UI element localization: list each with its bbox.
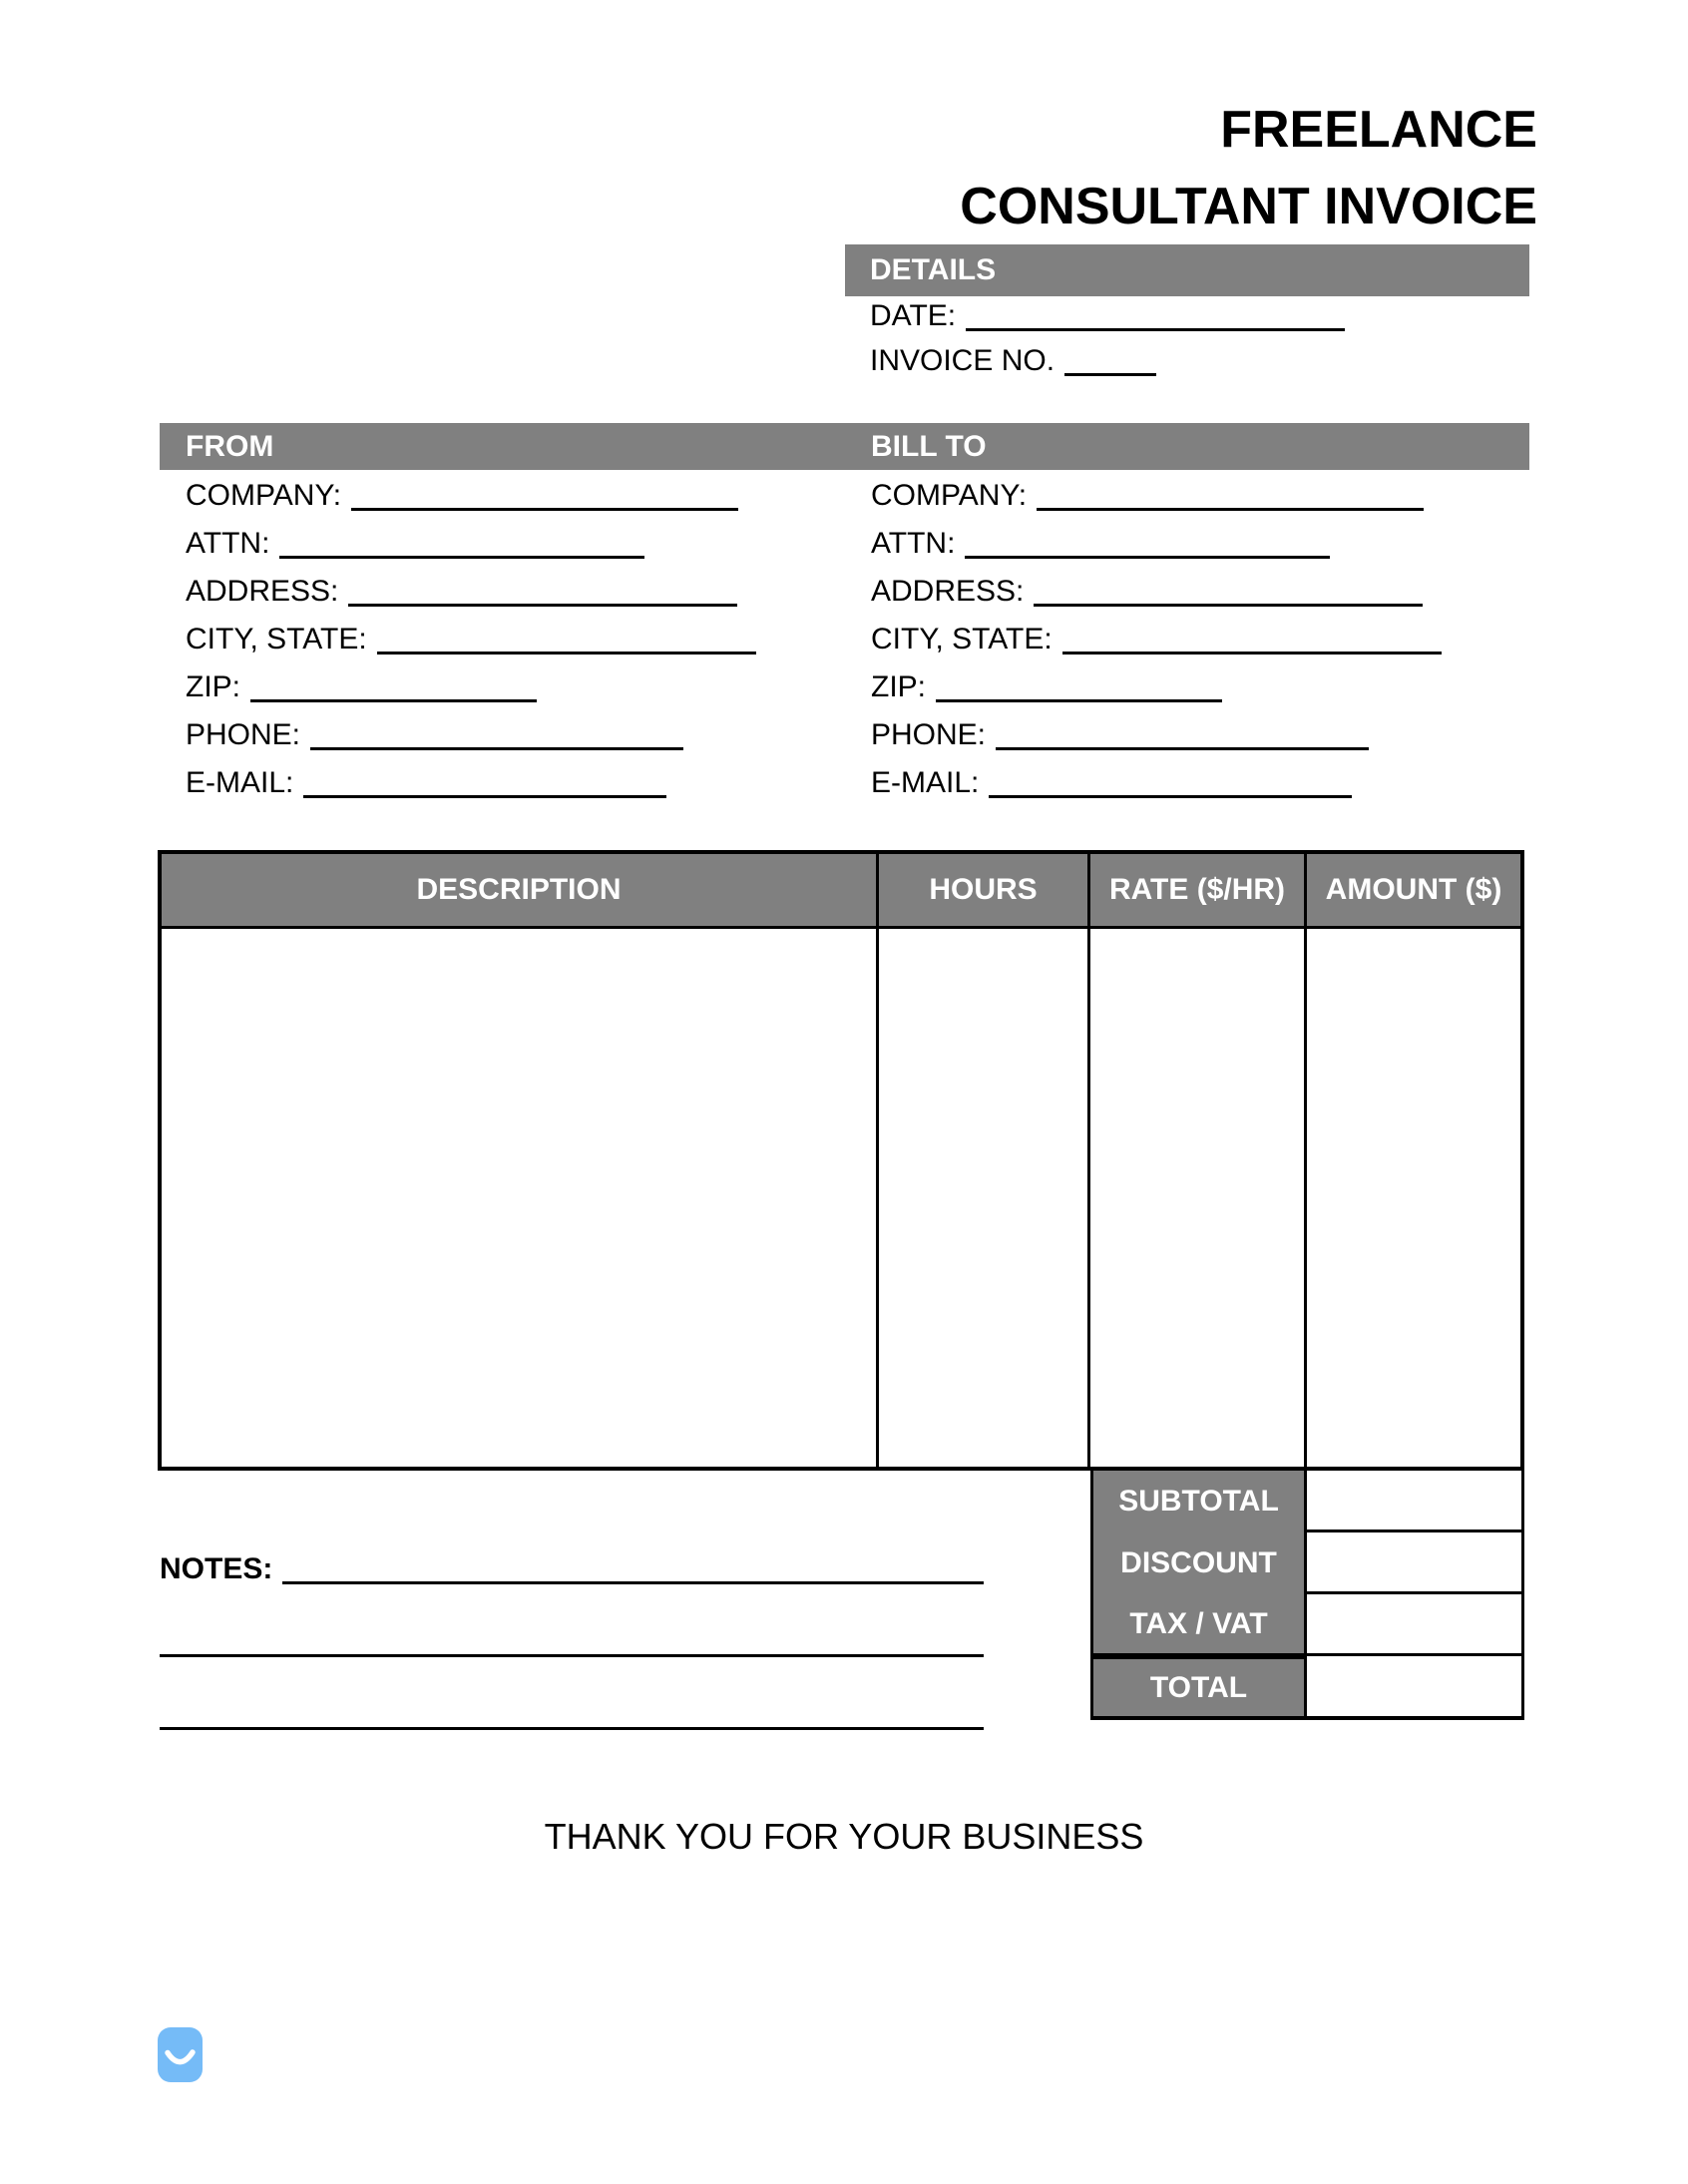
- bill-to-zip-label: ZIP:: [871, 670, 927, 703]
- bill-to-address-blank-line[interactable]: [1034, 604, 1423, 607]
- from-zip-row: [186, 661, 845, 709]
- column-header-description: DESCRIPTION: [162, 854, 879, 929]
- from-city-state-blank-line[interactable]: [377, 652, 756, 655]
- bill-to-fields: [845, 470, 1529, 805]
- bill-to-attn-blank-line[interactable]: [965, 556, 1330, 559]
- date-label: DATE:: [870, 299, 957, 332]
- subtotal-row: [1090, 1471, 1524, 1532]
- page-title: [960, 92, 1537, 245]
- notes-blank-line-2[interactable]: [160, 1584, 984, 1657]
- from-address-blank-line[interactable]: [348, 604, 737, 607]
- bill-to-section: [845, 423, 1529, 805]
- bill-to-attn-row: [871, 518, 1529, 566]
- bill-to-phone-row: [871, 709, 1529, 757]
- bill-to-company-row: [871, 470, 1529, 518]
- hours-cell[interactable]: [879, 929, 1090, 1467]
- smile-icon: [158, 2027, 203, 2082]
- column-header-hours: HOURS: [879, 854, 1090, 929]
- total-label: TOTAL: [1090, 1656, 1307, 1720]
- from-email-label: E-MAIL:: [186, 766, 294, 799]
- rate-cell[interactable]: [1090, 929, 1307, 1467]
- from-company-blank-line[interactable]: [351, 508, 738, 511]
- from-zip-label: ZIP:: [186, 670, 241, 703]
- date-blank-line[interactable]: [966, 328, 1345, 331]
- from-zip-blank-line[interactable]: [250, 699, 537, 702]
- total-row: [1090, 1656, 1524, 1720]
- from-phone-blank-line[interactable]: [310, 747, 683, 750]
- bill-to-zip-blank-line[interactable]: [936, 699, 1222, 702]
- notes-section: [160, 1515, 984, 1730]
- bill-to-phone-label: PHONE:: [871, 718, 987, 751]
- from-company-label: COMPANY:: [186, 479, 342, 512]
- bill-to-city-state-row: [871, 614, 1529, 661]
- invoice-number-blank-line[interactable]: [1064, 373, 1156, 376]
- from-address-row: [186, 566, 845, 614]
- notes-label: NOTES:: [160, 1552, 273, 1585]
- bill-to-company-blank-line[interactable]: [1037, 508, 1424, 511]
- bill-to-email-blank-line[interactable]: [989, 795, 1352, 798]
- from-phone-label: PHONE:: [186, 718, 301, 751]
- from-attn-label: ATTN:: [186, 527, 270, 560]
- bill-to-attn-label: ATTN:: [871, 527, 956, 560]
- invoice-number-row: [870, 341, 1529, 386]
- notes-label-row: [160, 1515, 984, 1584]
- bill-to-zip-row: [871, 661, 1529, 709]
- from-header-bar: [160, 423, 845, 470]
- tax-vat-row: [1090, 1594, 1524, 1656]
- items-table-header: [162, 854, 1520, 929]
- bill-to-phone-blank-line[interactable]: [996, 747, 1369, 750]
- subtotal-amount-cell[interactable]: [1307, 1471, 1524, 1532]
- items-table: [158, 850, 1524, 1471]
- bill-to-email-label: E-MAIL:: [871, 766, 980, 799]
- details-header-label: DETAILS: [870, 253, 997, 286]
- from-company-row: [186, 470, 845, 518]
- page-title-line2: CONSULTANT INVOICE: [960, 178, 1537, 235]
- subtotal-label: SUBTOTAL: [1090, 1471, 1307, 1532]
- column-header-amount: AMOUNT ($): [1307, 854, 1520, 929]
- notes-blank-line-3[interactable]: [160, 1657, 984, 1730]
- from-city-state-row: [186, 614, 845, 661]
- column-header-rate: RATE ($/HR): [1090, 854, 1307, 929]
- bill-to-address-row: [871, 566, 1529, 614]
- date-row: [870, 296, 1529, 341]
- parties-section: [160, 423, 1529, 805]
- total-amount-cell[interactable]: [1307, 1656, 1524, 1720]
- amount-cell[interactable]: [1307, 929, 1520, 1467]
- discount-amount-cell[interactable]: [1307, 1532, 1524, 1594]
- bill-to-email-row: [871, 757, 1529, 805]
- invoice-number-label: INVOICE NO.: [870, 344, 1055, 377]
- bill-to-header-bar: [845, 423, 1529, 470]
- brand-logo: [158, 2027, 203, 2082]
- from-phone-row: [186, 709, 845, 757]
- notes-blank-line-1[interactable]: [282, 1581, 984, 1584]
- from-city-state-label: CITY, STATE:: [186, 623, 367, 655]
- tax-vat-amount-cell[interactable]: [1307, 1594, 1524, 1656]
- from-attn-row: [186, 518, 845, 566]
- thank-you-text: THANK YOU FOR YOUR BUSINESS: [544, 1816, 1144, 1857]
- from-fields: [160, 470, 845, 805]
- page-title-line1: FREELANCE: [1220, 101, 1537, 159]
- items-table-body: [162, 929, 1520, 1467]
- totals-section: [1090, 1471, 1524, 1720]
- bill-to-header-label: BILL TO: [871, 429, 987, 463]
- details-section: [845, 244, 1529, 386]
- from-attn-blank-line[interactable]: [279, 556, 644, 559]
- discount-row: [1090, 1532, 1524, 1594]
- bill-to-company-label: COMPANY:: [871, 479, 1028, 512]
- bill-to-city-state-label: CITY, STATE:: [871, 623, 1053, 655]
- tax-vat-label: TAX / VAT: [1090, 1594, 1307, 1656]
- from-email-row: [186, 757, 845, 805]
- from-email-blank-line[interactable]: [303, 795, 666, 798]
- bill-to-city-state-blank-line[interactable]: [1062, 652, 1442, 655]
- description-cell[interactable]: [162, 929, 879, 1467]
- from-section: [160, 423, 845, 805]
- from-header-label: FROM: [186, 429, 274, 463]
- from-address-label: ADDRESS:: [186, 575, 339, 608]
- discount-label: DISCOUNT: [1090, 1532, 1307, 1594]
- details-header-bar: [845, 244, 1529, 296]
- bill-to-address-label: ADDRESS:: [871, 575, 1025, 608]
